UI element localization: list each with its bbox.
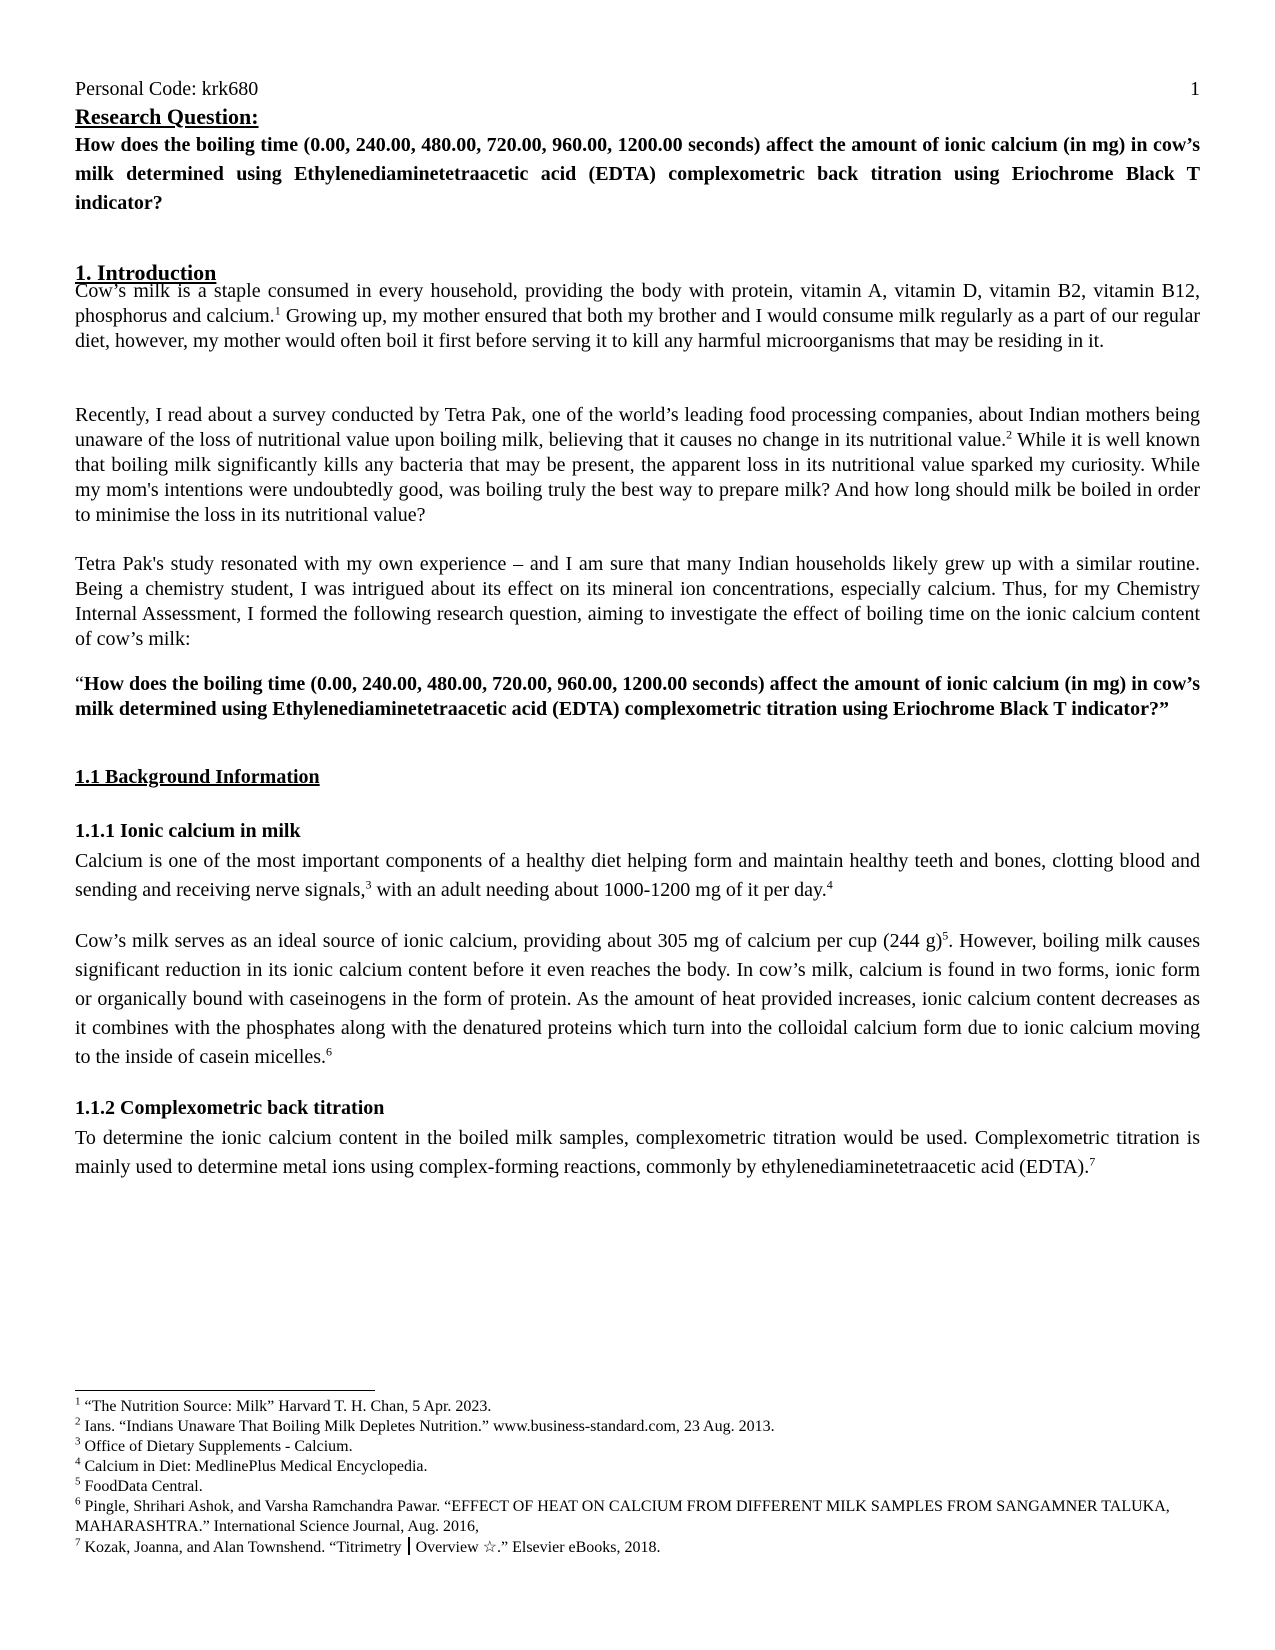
personal-code: Personal Code: krk680: [75, 78, 259, 100]
intro-p1-text-b: Growing up, my mother ensured that both my brother and I would consume milk regularly as a part of our regular diet, however, my mother would often boil it first before serving it to kill any harmful microorganisms that may be residing in it.: [75, 305, 1201, 352]
ionic-calcium-heading: 1.1.1 Ionic calcium in milk: [75, 820, 301, 842]
footnote-text: Pingle, Shrihari Ashok, and Varsha Ramchandra Pawar. “EFFECT OF HEAT ON CALCIUM FROM DIFFERENT MILK SAMPLES FROM SANGAMNER TALUKA, MAHARASHTRA.” International Science Journal, Aug. 2016,: [75, 1498, 1170, 1535]
footnote-ref-2: 2: [1006, 427, 1013, 442]
footnote-text: Office of Dietary Supplements - Calcium.: [84, 1438, 353, 1455]
footnote-2: [75, 1417, 1200, 1437]
intro-p3-text: Tetra Pak's study resonated with my own experience – and I am sure that many Indian households likely grew up with a similar routine. Being a chemistry student, I was intrigued about its effect on its mineral ion concentrations, especially calcium. Thus, for my Chemistry Internal Assessment, I formed the following research question, aiming to investigate the effect of boiling time on the ionic calcium content of cow’s milk:: [75, 553, 1200, 650]
footnote-text: FoodData Central.: [84, 1478, 203, 1495]
ionic-paragraph-2: [75, 927, 1200, 1072]
footnote-6: [75, 1497, 1200, 1537]
footnote-text-b: Overview ☆.” Elsevier eBooks, 2018.: [415, 1539, 661, 1556]
vertical-bar-divider: [408, 1537, 410, 1555]
ionic-p1-text-b: with an adult needing about 1000-1200 mg of it per day.: [371, 879, 827, 901]
footnote-ref-6: 6: [326, 1044, 333, 1059]
footnote-ref-4: 4: [826, 877, 833, 892]
footnote-num: 4: [75, 1455, 81, 1468]
quote-text: How does the boiling time (0.00, 240.00, 480.00, 720.00, 960.00, 1200.00 seconds) affect the amount of ionic calcium (in mg) in cow’s milk determined using Ethylenediaminetetraacetic acid (EDTA) complexometric titration using Eriochrome Black T indicator?”: [75, 673, 1200, 720]
footnote-num: 3: [75, 1435, 81, 1448]
research-question-text: How does the boiling time (0.00, 240.00, 480.00, 720.00, 960.00, 1200.00 seconds) affect the amount of ionic calcium (in mg) in cow’s milk determined using Ethylenediaminetetraacetic acid (EDTA) complexometric back titration using Eriochrome Black T indicator?: [75, 134, 1200, 214]
footnote-text-a: Kozak, Joanna, and Alan Townshend. “Titrimetry: [84, 1539, 402, 1556]
complexometric-heading: 1.1.2 Complexometric back titration: [75, 1097, 385, 1119]
ionic-p2-text-a: Cow’s milk serves as an ideal source of ionic calcium, providing about 305 mg of calcium per cup (244 g): [75, 930, 943, 952]
intro-p2-text-a: Recently, I read about a survey conducted by Tetra Pak, one of the world’s leading food processing companies, about Indian mothers being unaware of the loss of nutritional value upon boiling milk, believing that it causes no change in its nutritional value.: [75, 404, 1200, 451]
footnote-ref-5: 5: [942, 928, 949, 943]
ionic-p1-text-a: Calcium is one of the most important components of a healthy diet helping form and maintain healthy teeth and bones, clotting blood and sending and receiving nerve signals,: [75, 850, 1200, 901]
footnote-text: Ians. “Indians Unaware That Boiling Milk Depletes Nutrition.” www.business-standard.com, 23 Aug. 2013.: [84, 1418, 775, 1435]
intro-p2-text-b: While it is well known that boiling milk significantly kills any bacteria that may be present, the apparent loss in its nutritional value sparked my curiosity. While my mom's intentions were undoubtedly good, was boiling truly the best way to prepare milk? And how long should milk be boiled in order to minimise the loss in its nutritional value?: [75, 429, 1200, 526]
complexometric-paragraph: [75, 1124, 1200, 1182]
footnote-num: 2: [75, 1415, 81, 1428]
intro-paragraph-1: [75, 279, 1200, 354]
page-number: 1: [1190, 78, 1200, 100]
research-question-quote: [75, 672, 1200, 722]
footnotes: [75, 1397, 1200, 1558]
footnote-7: [75, 1537, 1200, 1558]
footnote-ref-7: 7: [1089, 1154, 1096, 1169]
ionic-paragraph-1: [75, 847, 1200, 905]
footnote-5: [75, 1477, 1200, 1497]
footnote-ref-1: 1: [274, 303, 281, 318]
intro-paragraph-3: [75, 552, 1200, 652]
footnote-text: Calcium in Diet: MedlinePlus Medical Encyclopedia.: [84, 1458, 428, 1475]
footnote-ref-3: 3: [365, 877, 372, 892]
footnote-1: [75, 1397, 1200, 1417]
research-question-heading: Research Question:: [75, 104, 259, 129]
footnote-num: 5: [75, 1475, 81, 1488]
footnote-4: [75, 1457, 1200, 1477]
footnote-num: 7: [75, 1536, 81, 1549]
quote-open-mark: “: [75, 673, 84, 695]
footnote-num: 1: [75, 1395, 81, 1408]
intro-paragraph-2: [75, 403, 1200, 528]
background-heading: 1.1 Background Information: [75, 766, 320, 788]
complexo-p1-text: To determine the ionic calcium content in the boiled milk samples, complexometric titration would be used. Complexometric titration is mainly used to determine metal ions using complex-forming reactions, commonly by ethylenediaminetetraacetic acid (EDTA).: [75, 1127, 1200, 1178]
footnote-num: 6: [75, 1495, 81, 1508]
intro-p1-text-a: Cow’s milk is a staple consumed in every household, providing the body with protein, vitamin A, vitamin D, vitamin B2, vitamin B12, phosphorus and calcium.: [75, 280, 1200, 327]
footnote-3: [75, 1437, 1200, 1457]
ionic-p2-text-b: . However, boiling milk causes significant reduction in its ionic calcium content before it even reaches the body. In cow’s milk, calcium is found in two forms, ionic form or organically bound with caseinogens in the form of protein. As the amount of heat provided increases, ionic calcium content decreases as it combines with the phosphates along with the denatured proteins which turn into the colloidal calcium form due to ionic calcium moving to the inside of casein micelles.: [75, 930, 1200, 1068]
introduction-heading: 1. Introduction: [75, 260, 217, 285]
footnote-separator: [75, 1390, 375, 1391]
footnote-text: “The Nutrition Source: Milk” Harvard T. H. Chan, 5 Apr. 2023.: [84, 1398, 492, 1415]
